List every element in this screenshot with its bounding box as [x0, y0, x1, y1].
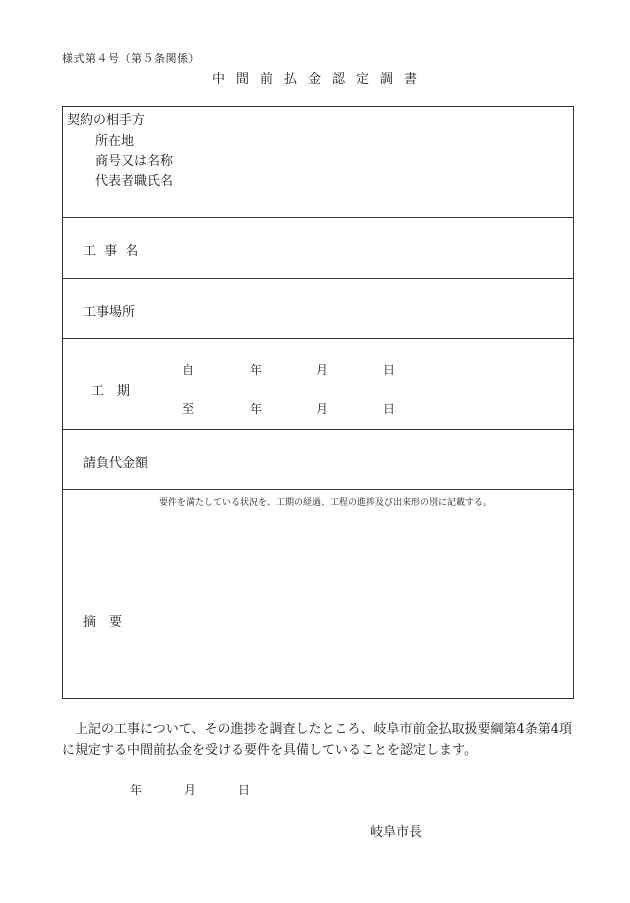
work-name-label: 工 事 名: [83, 244, 141, 259]
certification-form-table: [62, 106, 574, 699]
signer-title: 岐阜市長: [370, 825, 423, 840]
date-day: 日: [238, 783, 251, 797]
work-site-row: [63, 279, 573, 339]
period-from-month: 月: [316, 363, 329, 377]
document-title: 中間前払金認定調書: [211, 72, 428, 87]
representative-label: 代表者職氏名: [95, 174, 174, 189]
contract-amount-label: 請負代金額: [83, 456, 149, 471]
address-label: 所在地: [95, 134, 135, 149]
contractor-label: 契約の相手方: [67, 113, 146, 128]
period-to-month: 月: [316, 402, 329, 416]
period-from-label: 自: [182, 363, 195, 377]
period-to-day: 日: [383, 402, 396, 416]
period-row: [63, 339, 573, 430]
summary-label: 摘 要: [83, 615, 123, 630]
period-from-day: 日: [383, 363, 396, 377]
form-number: 様式第４号（第５条関係）: [62, 52, 200, 65]
certification-statement: 上記の工事について、その進捗を調査したところ、岐阜市前金払取扱要綱第4条第4項に規定する中間前払金を受ける要件を具備していることを認定します。: [62, 722, 573, 758]
period-label: 工 期: [91, 384, 131, 399]
company-name-label: 商号又は名称: [95, 154, 174, 169]
contractor-row: [63, 107, 573, 218]
contract-amount-row: [63, 430, 573, 490]
period-from-year: 年: [250, 363, 263, 377]
period-to-label: 至: [182, 402, 195, 416]
work-name-row: [63, 218, 573, 279]
date-year: 年: [130, 783, 143, 797]
summary-note: 要件を満たしている状況を、工期の経過、工程の進捗及び出来形の別に記載する。: [159, 498, 493, 508]
work-site-label: 工事場所: [83, 305, 136, 320]
date-month: 月: [184, 783, 197, 797]
summary-row: [63, 490, 573, 698]
period-to-year: 年: [250, 402, 263, 416]
